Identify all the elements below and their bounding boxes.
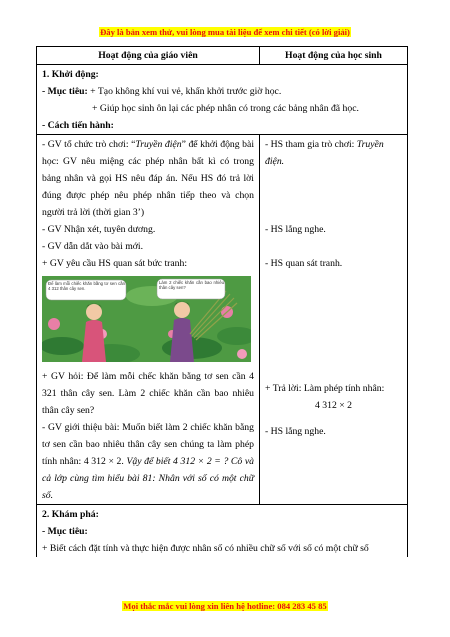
illustration-drawing (42, 276, 251, 362)
teacher-step-feedback: - GV Nhận xét, tuyên dương. (42, 224, 156, 235)
section-warmup-title: 1. Khởi động: (42, 69, 99, 80)
section-explore-row (37, 505, 408, 558)
student-step-listen-1: - HS lắng nghe. (265, 224, 326, 235)
explore-goal-label: - Mục tiêu: (42, 526, 88, 537)
lesson-title-italic: Vậy để biết 4 312 × 2 = ? Cô và cả lớp cùng tìm hiểu bài 81: Nhân với số có một chữ số. (42, 456, 254, 501)
speech-bubble-left: Để làm mỗi chiếc khăn bằng tơ sen cần 4 312 thân cây sen. (48, 281, 125, 292)
hotline-banner (0, 601, 450, 611)
teacher-step-introduce-lesson (42, 419, 254, 504)
student-step-answer: + Trả lời: Làm phép tính nhân: (265, 383, 385, 394)
section-explore (37, 505, 408, 558)
teacher-step-observe: + GV yêu cầu HS quan sát bức tranh: (42, 258, 188, 269)
teacher-step-intro: - GV dẫn dắt vào bài mới. (42, 241, 143, 252)
speech-bubble-right: Làm 2 chiếc khăn cần bao nhiêu thân cây sen? (159, 280, 224, 291)
teacher-step-game-text-b: ” để khởi động bài học: GV nêu miệng các phép nhân bất kì có trong bảng nhân và gọi HS nêu đáp án. Nếu HS đó trả lời đúng được phép nêu phép nhân tiếp theo và chọn người trả lời (thời gian 3’) (42, 139, 255, 218)
hotline-text: Mọi thắc mắc vui lòng xin liên hệ hotline: 084 283 45 85 (123, 601, 327, 611)
teacher-activity-cell (37, 135, 260, 505)
teacher-step-question: + GV hỏi: Để làm mỗi chếc khăn bằng tơ sen cần 4 321 thân cây sen. Làm 2 chiếc khăn cần bao nhiêu thân cây sen? (42, 371, 254, 416)
game-name: Truyền điện (135, 139, 182, 150)
teacher-column-header: Hoạt động của giáo viên (37, 47, 260, 65)
student-game-name: Truyền điện. (265, 139, 384, 167)
teacher-step-game-text-a: - GV tổ chức trò chơi: “ (42, 139, 136, 150)
preview-notice-banner (0, 27, 450, 37)
student-step-observe: - HS quan sát tranh. (265, 258, 343, 269)
warmup-goal-2: + Giúp học sinh ôn lại các phép nhân có trong các bảng nhân đã học. (92, 103, 359, 114)
lotus-pond-illustration (42, 276, 251, 362)
teacher-step-introduce-text: - GV giới thiệu bài: Muốn biết làm 2 chiếc khăn bằng tơ sen cần bao nhiêu thân cây sen chúng ta làm phép tính nhân: 4 312 × 2. (42, 422, 254, 467)
student-column-header: Hoạt động của học sinh (260, 47, 408, 65)
method-label: - Cách tiến hành: (42, 120, 114, 131)
preview-notice-text: Đây là bản xem thử, vui lòng mua tài liệu để xem chi tiết (có lời giải) (100, 27, 350, 37)
warmup-goal-1: + Tạo không khí vui vẻ, khấn khởi trước giờ học. (87, 86, 282, 97)
section-warmup (37, 65, 408, 135)
activity-row (37, 135, 408, 505)
lesson-plan-table (36, 46, 408, 557)
table-header-row (37, 47, 408, 65)
student-step-game (265, 136, 402, 170)
student-answer-calc: 4 312 × 2 (315, 400, 352, 411)
explore-goal-1: + Biết cách đặt tính và thực hiện được nhân số có nhiều chữ số với số có một chữ số (42, 543, 369, 554)
spacer (265, 170, 402, 221)
spacer (265, 238, 402, 255)
warmup-goal-line (42, 83, 402, 100)
spacer (265, 272, 402, 380)
teacher-step-game (42, 136, 254, 221)
student-activity-cell (260, 135, 408, 505)
student-step-game-text: - HS tham gia trò chơi: (265, 139, 357, 150)
student-step-listen-2: - HS lắng nghe. (265, 426, 326, 437)
section-warmup-row (37, 65, 408, 135)
spacer (265, 414, 402, 423)
goal-label: - Mục tiêu: (42, 86, 88, 97)
section-explore-title: 2. Khám phá: (42, 509, 99, 520)
